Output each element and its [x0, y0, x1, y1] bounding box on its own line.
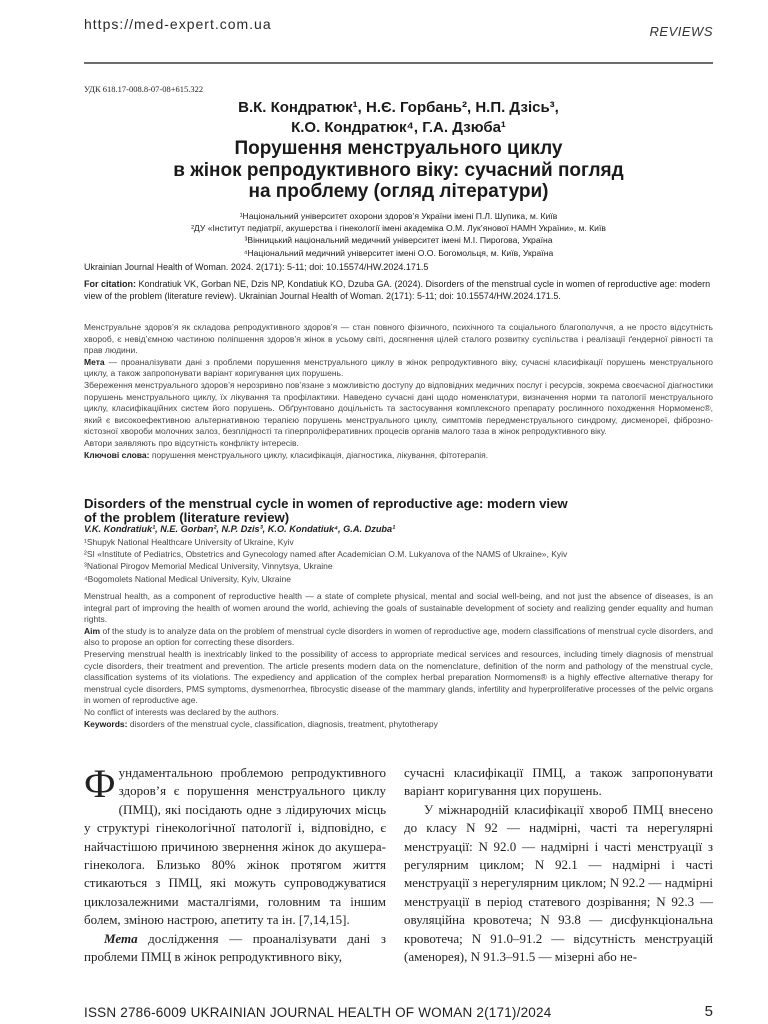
- authors-en: V.K. Kondratiuk¹, N.E. Gorban², N.P. Dzis³, K.O. Kondatiuk⁴, G.A. Dzuba¹: [84, 524, 396, 534]
- paragraph-text: ундаментальною проблемою репродуктивного здоров’я є порушення менструального циклу (ПМЦ), які посідають одне з лідируючих місць у структурі гінекологічної патології і, відповідно, є найчастішою причиною звернення жінок до акушера-гінеколога. Близько 80% жінок протягом життя стикаються з ПМЦ, які можуть супроводжуватися циклозалежними масталгіями, головним та іншим болем, зміною настрою, апетиту та ін. [7,14,15].: [84, 765, 386, 928]
- abstract-intro: Менструальне здоров’я як складова репродуктивного здоров’я — стан повного фізичного, психічного та соціального благополуччя, а не просто відсутність хвороб, є невід’ємною частиною поліпшення здоров’я жінок в усьому світі, досягнення цілей сталого розвитку суспільства і реалізації ґендерної рівності та прав людини.: [84, 322, 713, 356]
- journal-url: https://med-expert.com.ua: [84, 16, 272, 32]
- aim-label: Aim: [84, 625, 101, 636]
- abstract-keywords: [84, 450, 713, 462]
- keywords-label: Ключові слова:: [84, 449, 150, 460]
- authors-ua: [84, 98, 713, 138]
- authors-line: К.О. Кондратюк⁴, Г.А. Дзюба¹: [291, 119, 506, 136]
- affiliation: ²ДУ «Інститут педіатрії, акушерства і гінекології імені академіка О.М. Лук’янової НАМН України», м. Київ: [191, 223, 606, 234]
- journal-reference: Ukrainian Journal Health of Woman. 2024. 2(171): 5-11; doi: 10.15574/HW.2024.171.5: [84, 262, 429, 272]
- keywords-label: Keywords:: [84, 718, 128, 729]
- title-line: в жінок репродуктивного віку: сучасний погляд: [173, 159, 624, 181]
- affiliations-ua: [84, 210, 713, 259]
- abstract-en: [84, 591, 713, 730]
- citation: [84, 278, 713, 303]
- section-label: REVIEWS: [649, 24, 713, 39]
- aim-label: Мета: [104, 930, 138, 946]
- abstract-conflict: No conflict of interests was declared by the authors.: [84, 706, 279, 717]
- article-title-ua: [84, 138, 713, 203]
- affiliation: ²SI «Institute of Pediatrics, Obstetrics and Gynecology named after Academician O.M. Lukyanova of the NAMS of Ukraine», Kyiv: [84, 549, 568, 560]
- keywords-text: порушення менструального циклу, класифікація, діагностика, лікування, фітотерапія.: [149, 449, 489, 460]
- title-line: на проблему (огляд літератури): [248, 181, 549, 202]
- abstract-aim: [84, 357, 713, 380]
- header-divider: [84, 62, 713, 64]
- abstract-body: Збереження менструального здоров’я нерозривно пов’язане з можливістю доступу до відповідних медичних послуг і ресурсів, зокрема своєчасної діагностики порушень менструального циклу, їх лікування та профілактики. Наведено сучасні дані щодо номенклатури, визначення норми та патології менструального циклу, класифікаційних систем його порушень. Обґрунтовано доцільність та застосування комплексного препарату рослинного походження Нормоменс®, який є високоефективною альтернативною терапією порушень менструального циклу, симптомів передменструального синдрому, дисменореї, фіброзно-кістозної хвороби молочних залоз, безплідності та гіперпроліферативних процесів органів малого таза в жінок репродуктивного віку.: [84, 379, 713, 437]
- abstract-keywords: [84, 719, 713, 731]
- title-line: Порушення менструального циклу: [234, 138, 563, 159]
- affiliations-en: [84, 536, 713, 585]
- citation-text: Kondratiuk VK, Gorban NE, Dzis NP, Kondatiuk KO, Dzuba GA. (2024). Disorders of the menstrual cycle in women of reproductive age: modern view of the problem (literature review). Ukrainian Journal Health of Woman. 2(171): 5-11; doi: 10.15574/HW.2024.171.5.: [84, 279, 711, 302]
- aim-text: — проаналізувати дані з проблеми порушення менструального циклу в жінок репродуктивного віку, сучасні класифікації порушень менструального циклу, а також запропонувати варіант коригування цих порушень.: [84, 356, 713, 379]
- aim-label: Мета: [84, 356, 105, 367]
- udk-code: УДК 618.17-008.8-07-08+615.322: [84, 84, 204, 94]
- title-line: Disorders of the menstrual cycle in women of reproductive age: modern view: [84, 496, 568, 511]
- body-paragraph: [84, 761, 386, 930]
- body-column-right: [404, 764, 713, 966]
- affiliation: ¹Національний університет охорони здоров’я України імені П.Л. Шупика, м. Київ: [239, 211, 558, 221]
- abstract-aim: [84, 626, 713, 649]
- affiliation: ¹Shupyk National Healthcare University of Ukraine, Kyiv: [84, 537, 294, 547]
- keywords-text: disorders of the menstrual cycle, classification, diagnosis, treatment, phytotherapy: [127, 718, 438, 729]
- body-paragraph: сучасні класифікації ПМЦ, а також запропонувати варіант коригування цих порушень.: [404, 765, 713, 799]
- aim-text: of the study is to analyze data on the problem of menstrual cycle disorders in women of reproductive age, modern classifications of menstrual cycle disorders, and also to propose an option for correcting these disorders.: [84, 625, 713, 648]
- footer-journal: ISSN 2786-6009 UKRAINIAN JOURNAL HEALTH OF WOMAN 2(171)/2024: [84, 1005, 552, 1020]
- page-number: 5: [704, 1003, 713, 1020]
- citation-label: For citation:: [84, 279, 136, 289]
- authors-line: В.К. Кондратюк¹, Н.Є. Горбань², Н.П. Дзісь³,: [238, 99, 559, 116]
- abstract-body: Preserving menstrual health is inextricably linked to the possibility of access to appropriate medical services and resources, including timely diagnosis of menstrual cycle disorders, their treatment and prevention. The article presents modern data on the nomenclature, definition of the norm and pathology of the menstrual cycle, classification systems of its violations. The expediency and application of the complex herbal preparation Normomens® is a highly effective alternative therapy for menstrual cycle disorders, PMS symptoms, dysmenorrhea, fibrocystic disease of the mammary glands, infertility and hyperproliferative processes of the pelvic organs in women of reproductive age.: [84, 648, 713, 706]
- abstract-intro: Menstrual health, as a component of reproductive health — a state of complete physical, mental and social well-being, and not just the absence of diseases, is an integral part of improving the health of women around the world, achieving the goals of sustainable development of society and realizing gender equality and human rights.: [84, 591, 713, 625]
- title-line: of the problem (literature review): [84, 509, 290, 525]
- affiliation: ³Вінницький національний медичний університет імені М.І. Пирогова, Україна: [244, 235, 553, 246]
- affiliation: ³National Pirogov Memorial Medical University, Vinnytsya, Ukraine: [84, 561, 333, 572]
- abstract-conflict: Автори заявляють про відсутність конфлікту інтересів.: [84, 437, 299, 448]
- drop-cap: Ф: [84, 761, 116, 806]
- article-title-en: [84, 497, 713, 524]
- affiliation: ⁴Bogomolets National Medical University, Kyiv, Ukraine: [84, 573, 291, 584]
- body-paragraph: У міжнародній класифікації хвороб ПМЦ внесено до класу N 92 — надмірні, часті та нерегулярні менструації: N 92.0 — надмірні і часті менструації з регулярним циклом; N 92.1 — надмірні і часті менструації з нерегулярним циклом; N 92.2 — надмірні менструації в період статевого дозрівання; N 92.3 — овуляційна кровотеча; N 93.8 — дисфункціональна кровотеча; N 91.0–91.2 — відсутність менструацій (аменорея), N 91.3–91.5 — мізерні або не-: [404, 801, 713, 965]
- abstract-ua: [84, 322, 713, 461]
- affiliation: ⁴Національний медичний університет імені О.О. Богомольця, м. Київ, Україна: [243, 247, 554, 258]
- body-column-left: [84, 761, 386, 966]
- paragraph-text: дослідження — проаналізувати дані з проблеми ПМЦ в жінок репродуктивного віку,: [84, 930, 386, 965]
- body-paragraph: [84, 930, 386, 967]
